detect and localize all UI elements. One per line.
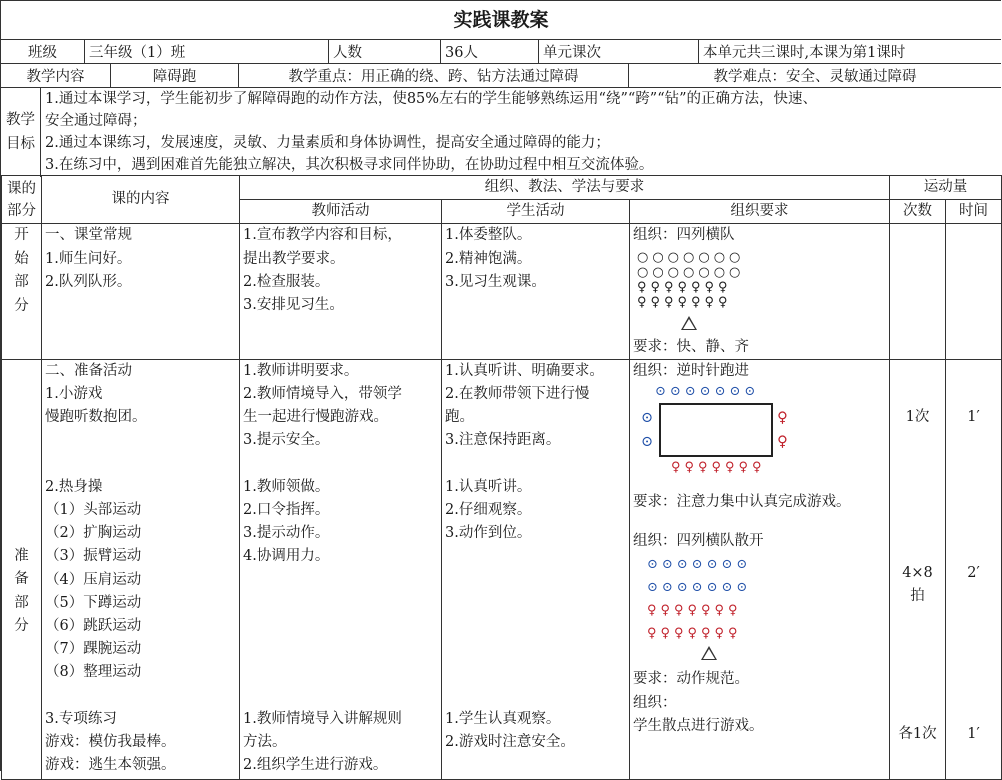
section-times [890,224,946,359]
teacher-line: 生一起进行慢跑游戏。 [243,409,388,426]
section-requirement [630,359,890,779]
objective-line: 1.通过本课学习，学生能初步了解障碍跑的动作方法，使85%左右的学生能够熟练运用“绕”“跨”“钻”的正确方法，快速、 [45,91,818,107]
content-line: 游戏：模仿我最棒。 [45,734,176,751]
content-line [45,685,236,708]
section-preparation [2,359,1002,779]
requirement-text: 学生散点进行游戏。 [633,717,764,734]
class-label: 班级 [1,40,85,63]
objectives-label-1: 教学 [6,112,35,128]
teacher-line [243,638,438,661]
times-value: 4×8 [902,565,933,582]
teacher-line: 1.宣布教学内容和目标， [243,227,402,244]
objectives-label-2: 目标 [6,136,35,152]
loop-bottom-row: ♀♀♀♀♀♀♀ [671,460,766,476]
header-org: 组织、教法、学法与要求 [240,176,890,200]
formation-row: ♀♀♀♀♀♀♀ [637,294,732,310]
teacher-position-icon [701,646,717,660]
content-line: （8）整理运动 [45,664,142,681]
times-value: 1次 [905,408,930,425]
student-line [445,685,626,708]
teacher-line: 2.教师情境导入，带领学 [243,386,402,403]
header-times: 次数 [890,200,946,224]
student-line: 3.动作到位。 [445,525,532,542]
requirement-text: 要求：注意力集中认真完成游戏。 [633,494,851,511]
content-line [45,453,236,476]
content-line: （2）扩胸运动 [45,525,142,542]
student-line [445,638,626,661]
content-line: （7）踝腕运动 [45,641,142,658]
teacher-line: 3.提示安全。 [243,432,330,449]
spread-row: ⊙⊙⊙⊙⊙⊙⊙ [647,580,752,596]
content-line: 一、课堂常规 [45,227,132,244]
content-line: （4）压肩运动 [45,571,142,588]
teacher-position-icon [681,316,697,330]
count-value: 36人 [441,40,539,63]
part-char: 开 [14,227,29,244]
content-line: 1.小游戏 [45,386,103,403]
times-value: 拍 [910,588,925,605]
student-line [445,545,626,568]
requirement-text: 要求：动作规范。 [633,671,749,688]
content-row [1,64,1001,88]
org-title: 组织：四列横队 [633,227,735,244]
header-duration: 时间 [946,200,1002,224]
spread-diagram [633,553,886,668]
student-line: 1.体委整队。 [445,227,532,244]
header-student: 学生活动 [442,200,630,224]
class-value: 三年级（1）班 [85,40,329,63]
loop-top-row: ⊙⊙⊙⊙⊙⊙⊙ [655,384,760,400]
spread-row: ♀♀♀♀♀♀♀ [647,603,742,619]
loop-right-marker: ♀ [777,434,788,451]
section-times [890,359,946,779]
loop-right-marker: ♀ [777,410,788,427]
teacher-line [243,569,438,592]
requirement-text: 要求：快、静、齐 [633,338,749,355]
content-line: 3.专项练习 [45,710,117,727]
org-title: 组织： [633,694,677,711]
teacher-line [243,453,438,476]
teacher-line: 提出教学要求。 [243,250,345,267]
section-teacher [240,359,442,779]
section-duration [946,224,1002,359]
section-student [442,224,630,359]
student-line: 2.精神饱满。 [445,250,532,267]
student-line [445,453,626,476]
content-value: 障碍跑 [111,64,239,87]
part-char: 分 [14,297,29,314]
times-value: 各1次 [898,726,937,743]
unit-value: 本单元共三课时,本课为第1课时 [703,45,906,61]
part-char: 始 [14,250,29,267]
part-char: 部 [14,274,29,291]
page-title: 实践课教案 [1,0,1001,40]
student-line: 1.认真听讲。 [445,478,532,495]
teacher-line: 1.教师领做。 [243,478,330,495]
section-content [42,359,240,779]
section-requirement [630,224,890,359]
teacher-line [243,615,438,638]
formation-diagram [633,250,886,334]
teacher-line: 1.教师讲明要求。 [243,362,359,379]
objective-line: 安全通过障碍； [45,113,147,129]
loop-diagram [633,383,886,477]
lesson-table [1,175,1001,780]
org-title: 组织：四列横队散开 [633,533,764,550]
unit-label: 单元课次 [539,40,699,63]
duration-value: 2′ [967,565,980,582]
section-part-label [2,224,42,359]
content-line: 慢跑听数抱团。 [45,409,147,426]
part-char: 分 [14,618,29,635]
formation-row: ♀♀♀♀♀♀♀ [637,279,732,295]
teacher-line: 2.组织学生进行游戏。 [243,757,388,774]
header-teacher: 教师活动 [240,200,442,224]
student-line [445,592,626,615]
content-line: （6）跳跃运动 [45,618,142,635]
teacher-line: 方法。 [243,733,287,750]
objectives-row [1,88,1001,177]
content-line: 游戏：逃生本领强。 [45,757,176,774]
teacher-line: 2.检查服装。 [243,273,330,290]
info-row [1,40,1001,64]
content-label: 教学内容 [1,64,111,87]
part-char: 部 [14,594,29,611]
difficulty: 教学难点：安全、灵敏通过障碍 [713,69,917,85]
section-duration [946,359,1002,779]
count-label: 人数 [329,40,441,63]
section-teacher [240,224,442,359]
header-content: 课的内容 [42,176,240,224]
student-line: 1.认真听讲、明确要求。 [445,362,604,379]
content-line: （3）振臂运动 [45,548,142,565]
header-part-2: 部分 [7,202,36,219]
teacher-line: 2.口令指挥。 [243,502,330,519]
loop-left-marker: ⊙ [641,410,654,427]
formation-row: ○○○○○○○ [637,249,745,265]
duration-value: 1′ [967,726,980,743]
student-line: 3.注意保持距离。 [445,432,561,449]
student-line: 2.在教师带领下进行慢 [445,386,590,403]
student-line: 2.游戏时注意安全。 [445,733,575,750]
student-line: 1.学生认真观察。 [445,710,561,727]
teacher-line: 1.教师情境导入讲解规则 [243,710,402,727]
content-line: 2.队列队形。 [45,273,132,290]
content-line [45,429,236,452]
student-line [445,569,626,592]
duration-value: 1′ [967,408,980,425]
student-line [445,661,626,684]
content-line: （1）头部运动 [45,502,142,518]
objectives-text [41,88,1001,177]
content-line: 二、准备活动 [45,362,132,379]
content-line: 2.热身操 [45,478,103,495]
header-load: 运动量 [890,176,1002,200]
loop-left-marker: ⊙ [641,434,654,451]
spread-row: ⊙⊙⊙⊙⊙⊙⊙ [647,557,752,573]
objective-line: 2.通过本课练习，发展速度，灵敏、力量素质和身体协调性，提高安全通过障碍的能力； [45,135,610,151]
teacher-line [243,592,438,615]
content-line: （5）下蹲运动 [45,594,142,611]
header-part-1: 课的 [7,180,36,197]
student-line: 3.见习生观课。 [445,273,546,290]
student-line [445,615,626,638]
teacher-line: 3.提示动作。 [243,525,330,542]
section-student [442,359,630,779]
teacher-line: 3.安排见习生。 [243,297,344,314]
teacher-line [243,685,438,708]
header-requirement: 组织要求 [630,200,890,224]
header-part [2,176,42,224]
section-opening [2,224,1002,359]
teacher-line: 4.协调用力。 [243,548,330,565]
spread-row: ♀♀♀♀♀♀♀ [647,626,742,642]
section-content [42,224,240,359]
org-title: 组织：逆时针跑进 [633,362,749,379]
teacher-line [243,661,438,684]
formation-row: ○○○○○○○ [637,264,745,280]
objective-line: 3.在练习中，遇到困难首先能独立解决，其次积极寻求同伴协助，在协助过程中相互交流体验。 [45,157,654,173]
key-point: 教学重点：用正确的绕、跨、钻方法通过障碍 [239,64,629,87]
loop-track [659,403,773,457]
section-part-label [2,359,42,779]
content-line: 1.师生问好。 [45,250,132,267]
student-line: 2.仔细观察。 [445,502,532,519]
student-line: 跑。 [445,409,474,426]
objectives-label [1,88,41,177]
part-char: 备 [14,571,29,588]
part-char: 准 [14,547,29,564]
